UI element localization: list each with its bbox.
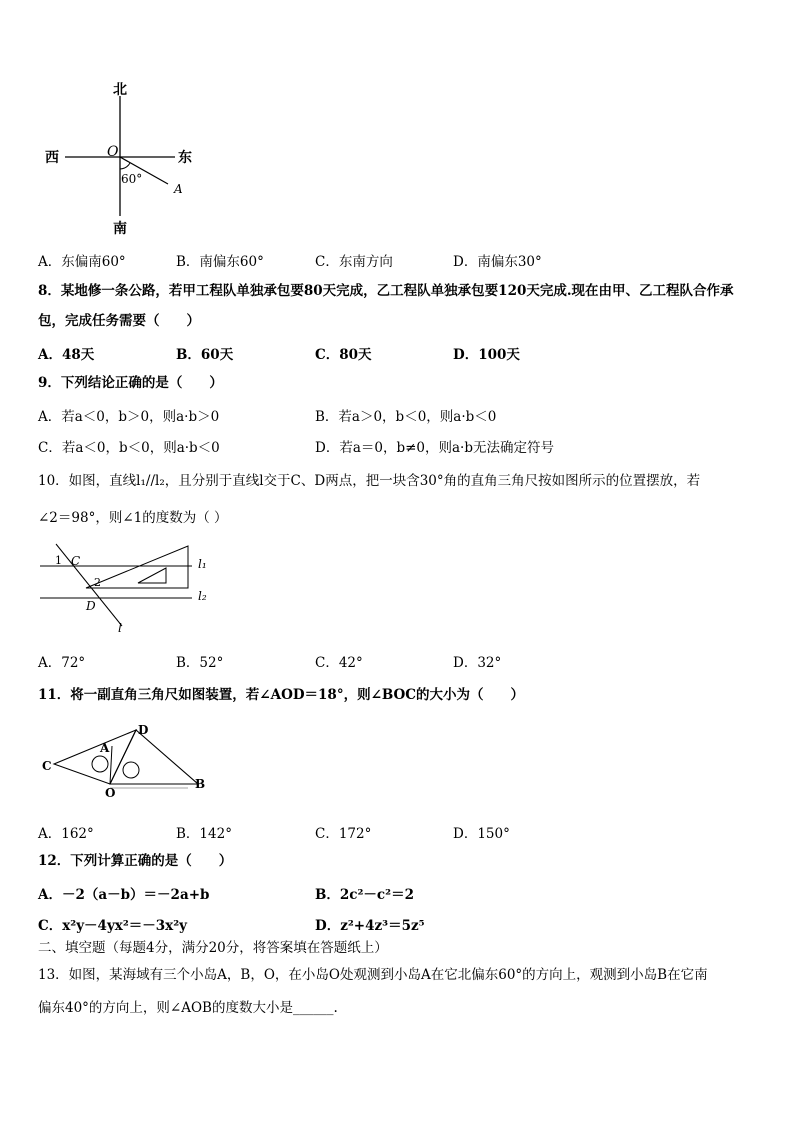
q8-option-c: C．80天 <box>315 347 372 363</box>
q8-option-d: D．100天 <box>453 347 520 363</box>
q7-label-west: 西 <box>45 150 59 166</box>
q10-label-l1: l₁ <box>198 557 207 571</box>
q8-stem-line1: 8．某地修一条公路，若甲工程队单独承包要80天完成，乙工程队单独承包要120天完成.现在由甲、乙工程队合作承 <box>38 283 734 299</box>
q11-label-o: O <box>105 786 116 800</box>
q10-label-l2: l₂ <box>198 589 207 603</box>
q13-stem-line2: 偏东40°的方向上，则∠AOB的度数大小是______. <box>38 1000 338 1016</box>
q11-option-c: C．172° <box>315 826 372 842</box>
q7-angle-arc <box>120 163 130 169</box>
q11-option-b: B．142° <box>176 826 232 842</box>
q10-label-c: C <box>71 554 81 568</box>
q12-stem: 12．下列计算正确的是（ ） <box>38 853 233 869</box>
q10-set-square <box>86 546 188 588</box>
q7-option-a: A．东偏南60° <box>38 254 126 270</box>
q10-option-d: D．32° <box>453 655 502 671</box>
q7-option-c: C．东南方向 <box>315 254 393 270</box>
q12-option-d: D．z²+4z³＝5z⁵ <box>315 918 425 934</box>
q10-label-l: l <box>118 621 122 635</box>
q11-label-c: C <box>42 759 52 773</box>
q7-option-b: B．南偏东60° <box>176 254 264 270</box>
q8-option-a: A．48天 <box>38 347 95 363</box>
q10-stem-line2: ∠2＝98°，则∠1的度数为（ ） <box>38 510 228 526</box>
q11-circle-left <box>92 756 108 772</box>
q10-option-b: B．52° <box>176 655 224 671</box>
q7-label-point-a: A <box>174 182 183 196</box>
q12-option-b: B．2c²－c²＝2 <box>315 887 414 903</box>
q10-label-angle1: 1 <box>55 554 62 567</box>
q7-compass-figure <box>40 78 210 238</box>
q11-label-b: B <box>195 777 206 791</box>
q9-option-a: A．若a＜0，b＞0，则a·b＞0 <box>38 409 220 425</box>
q13-stem-line1: 13．如图，某海域有三个小岛A，B，O，在小岛O处观测到小岛A在它北偏东60°的方向上，观测到小岛B在它南 <box>38 967 708 983</box>
q10-line-l <box>56 544 122 626</box>
q9-stem: 9．下列结论正确的是（ ） <box>38 375 223 391</box>
q11-figure <box>38 720 218 800</box>
q10-label-d: D <box>86 599 96 613</box>
q12-option-c: C．x²y－4yx²＝－3x²y <box>38 918 187 934</box>
q7-label-angle: 60° <box>121 172 143 186</box>
q7-label-north: 北 <box>113 82 127 98</box>
q10-stem-line1: 10．如图，直线l₁//l₂，且分别于直线l交于C、D两点，把一块含30°角的直角三角尺按如图所示的位置摆放，若 <box>38 473 701 489</box>
q11-triangle-left <box>54 730 136 784</box>
q11-option-d: D．150° <box>453 826 510 842</box>
q12-option-a: A．－2（a－b）＝－2a+b <box>38 887 210 903</box>
q7-label-origin: O <box>107 144 119 160</box>
q10-label-angle2: 2 <box>94 576 101 589</box>
section-2-heading: 二、填空题（每题4分，满分20分，将答案填在答题纸上） <box>38 940 388 956</box>
q11-option-a: A．162° <box>38 826 94 842</box>
q11-label-a: A <box>100 741 110 755</box>
q10-figure <box>38 538 218 638</box>
q8-option-b: B．60天 <box>176 347 234 363</box>
q8-stem-line2: 包，完成任务需要（ ） <box>38 313 200 329</box>
q9-option-b: B．若a＞0，b＜0，则a·b＜0 <box>315 409 497 425</box>
q9-option-d: D．若a＝0，b≠0，则a·b无法确定符号 <box>315 440 554 456</box>
q11-stem: 11．将一副直角三角尺如图装置，若∠AOD＝18°，则∠BOC的大小为（ ） <box>38 687 525 703</box>
q7-label-south: 南 <box>113 221 127 237</box>
q11-label-d: D <box>138 723 149 737</box>
q7-label-east: 东 <box>178 150 192 166</box>
q10-set-square-inner <box>138 568 166 583</box>
q11-triangle-right <box>110 730 198 784</box>
q11-segment-oa <box>110 746 112 784</box>
q7-option-d: D．南偏东30° <box>453 254 542 270</box>
q10-option-c: C．42° <box>315 655 363 671</box>
q9-option-c: C．若a＜0，b＜0，则a·b＜0 <box>38 440 220 456</box>
q11-circle-right <box>123 762 139 778</box>
q10-option-a: A．72° <box>38 655 86 671</box>
